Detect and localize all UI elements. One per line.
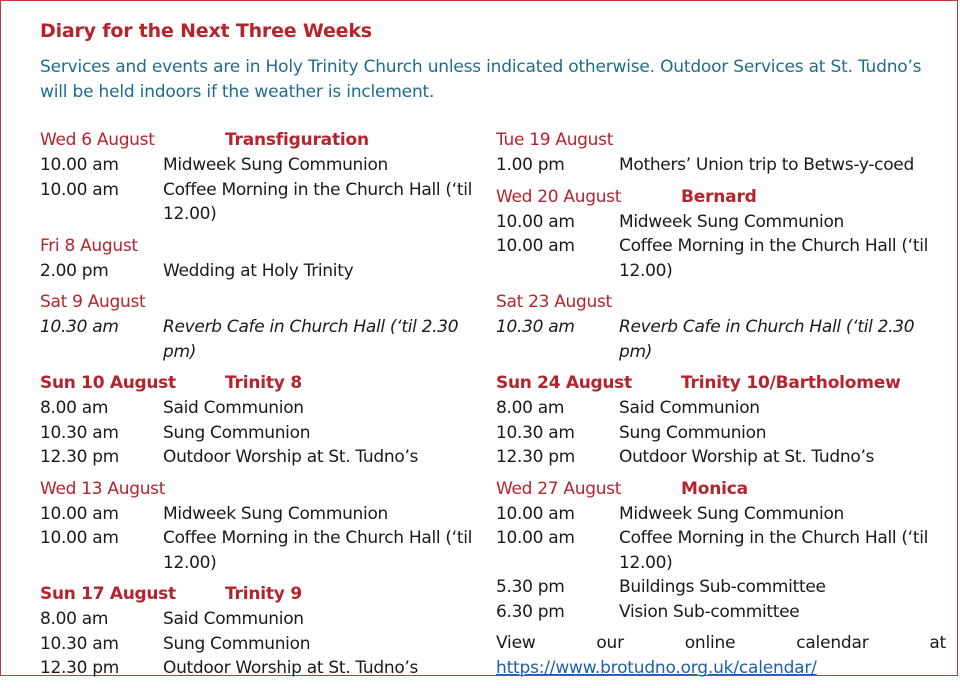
day-block <box>40 582 490 681</box>
day-block <box>496 185 946 284</box>
event-time: 12.30 pm <box>496 447 576 467</box>
event-row <box>496 502 946 527</box>
feast-name: Trinity 9 <box>225 584 303 604</box>
event-description: Coffee Morning in the Church Hall (‘til 12.00) <box>163 179 473 224</box>
event-description: Midweek Sung Communion <box>619 503 845 524</box>
event-time: 10.00 am <box>496 211 575 232</box>
event-time: 10.00 am <box>40 503 119 524</box>
day-date: Sat 23 August <box>496 292 612 312</box>
event-row <box>40 178 490 227</box>
day-block <box>496 128 946 178</box>
event-description: Midweek Sung Communion <box>163 155 389 175</box>
event-description: Coffee Morning in the Church Hall (‘til 12.00) <box>619 236 929 281</box>
day-header <box>496 290 946 315</box>
event-time: 10.30 am <box>40 317 119 337</box>
event-row <box>40 526 490 575</box>
event-time: 2.00 pm <box>40 260 109 281</box>
day-date: Sat 9 August <box>40 292 146 312</box>
day-header <box>496 128 946 153</box>
day-header <box>40 371 490 396</box>
event-description: Sung Communion <box>619 422 767 443</box>
event-row <box>496 445 946 470</box>
event-row <box>40 502 490 527</box>
day-date: Fri 8 August <box>40 235 138 256</box>
event-time: 10.30 am <box>496 317 575 337</box>
day-block <box>40 290 490 364</box>
event-row <box>40 315 490 364</box>
feast-name: Trinity 8 <box>225 373 303 393</box>
day-header <box>496 185 946 210</box>
event-description: Reverb Cafe in Church Hall (‘til 2.30 pm) <box>163 317 459 362</box>
day-block <box>496 290 946 364</box>
event-description: Sung Communion <box>163 422 311 443</box>
right-days <box>496 128 946 624</box>
event-description: Outdoor Worship at St. Tudno’s <box>163 658 419 678</box>
event-description: Said Communion <box>619 398 760 418</box>
day-date: Tue 19 August <box>496 130 614 150</box>
event-description: Buildings Sub-committee <box>619 577 826 597</box>
day-block <box>40 128 490 227</box>
event-row <box>496 315 946 364</box>
day-block <box>40 371 490 470</box>
day-date: Sun 17 August <box>40 584 176 604</box>
day-header <box>496 477 946 502</box>
event-row <box>40 259 490 284</box>
feast-name: Trinity 10/Bartholomew <box>681 373 901 393</box>
event-row <box>40 656 490 681</box>
event-row <box>496 600 946 625</box>
event-description: Outdoor Worship at St. Tudno’s <box>163 447 419 467</box>
event-description: Midweek Sung Communion <box>163 503 389 524</box>
day-header <box>40 290 490 315</box>
day-header <box>40 477 490 502</box>
feast-name: Transfiguration <box>225 130 369 150</box>
day-date: Wed 13 August <box>40 478 166 499</box>
event-row <box>40 445 490 470</box>
day-date: Wed 27 August <box>496 478 622 499</box>
event-time: 10.00 am <box>40 528 119 548</box>
day-header <box>40 582 490 607</box>
event-time: 8.00 am <box>496 398 565 418</box>
event-description: Coffee Morning in the Church Hall (‘til 12.00) <box>163 528 473 573</box>
event-time: 10.00 am <box>496 236 575 256</box>
event-time: 10.30 am <box>40 422 119 443</box>
event-time: 12.30 pm <box>40 447 120 467</box>
intro-text: Services and events are in Holy Trinity Church unless indicated otherwise. Outdoor Services at St. Tudno’s will be held indoors if the weather is inclement. <box>40 57 922 102</box>
event-description: Vision Sub-committee <box>619 601 800 622</box>
event-row <box>40 632 490 657</box>
online-calendar-note <box>496 631 946 680</box>
day-block <box>496 371 946 470</box>
day-date: Sun 10 August <box>40 373 176 393</box>
event-time: 10.00 am <box>496 503 575 524</box>
event-time: 8.00 am <box>40 609 109 629</box>
event-row <box>496 575 946 600</box>
event-time: 10.00 am <box>496 528 575 548</box>
event-description: Midweek Sung Communion <box>619 211 845 232</box>
event-description: Reverb Cafe in Church Hall (‘til 2.30 pm) <box>619 317 915 362</box>
event-row <box>496 210 946 235</box>
feast-name: Bernard <box>681 186 757 207</box>
event-description: Wedding at Holy Trinity <box>163 260 354 281</box>
event-row <box>40 607 490 632</box>
day-block <box>40 234 490 284</box>
event-description: Said Communion <box>163 609 304 629</box>
event-row <box>496 526 946 575</box>
event-time: 12.30 pm <box>40 658 120 678</box>
day-header <box>40 234 490 259</box>
event-time: 10.30 am <box>40 633 119 654</box>
event-time: 10.00 am <box>40 155 119 175</box>
calendar-link[interactable]: https://www.brotudno.org.uk/calendar/ <box>496 657 817 678</box>
event-description: Said Communion <box>163 398 304 418</box>
right-column <box>496 128 946 680</box>
day-date: Wed 6 August <box>40 130 155 150</box>
diary-title: Diary for the Next Three Weeks <box>40 20 372 42</box>
event-row <box>496 421 946 446</box>
event-row <box>40 396 490 421</box>
event-description: Outdoor Worship at St. Tudno’s <box>619 447 875 467</box>
day-block <box>40 477 490 576</box>
day-header <box>496 371 946 396</box>
event-description: Sung Communion <box>163 633 311 654</box>
event-row <box>40 421 490 446</box>
event-row <box>496 234 946 283</box>
event-description: Mothers’ Union trip to Betws-y-coed <box>619 155 914 175</box>
left-column <box>40 128 490 688</box>
event-time: 5.30 pm <box>496 577 565 597</box>
day-block <box>496 477 946 625</box>
event-description: Coffee Morning in the Church Hall (‘til 12.00) <box>619 528 929 573</box>
feast-name: Monica <box>681 478 748 499</box>
day-date: Wed 20 August <box>496 186 622 207</box>
event-row <box>496 396 946 421</box>
event-time: 6.30 pm <box>496 601 565 622</box>
online-calendar-text: View our online calendar at <box>496 633 946 653</box>
event-time: 8.00 am <box>40 398 109 418</box>
day-date: Sun 24 August <box>496 373 632 393</box>
event-time: 10.30 am <box>496 422 575 443</box>
event-row <box>40 153 490 178</box>
event-row <box>496 153 946 178</box>
event-time: 10.00 am <box>40 179 119 200</box>
event-time: 1.00 pm <box>496 155 565 175</box>
day-header <box>40 128 490 153</box>
